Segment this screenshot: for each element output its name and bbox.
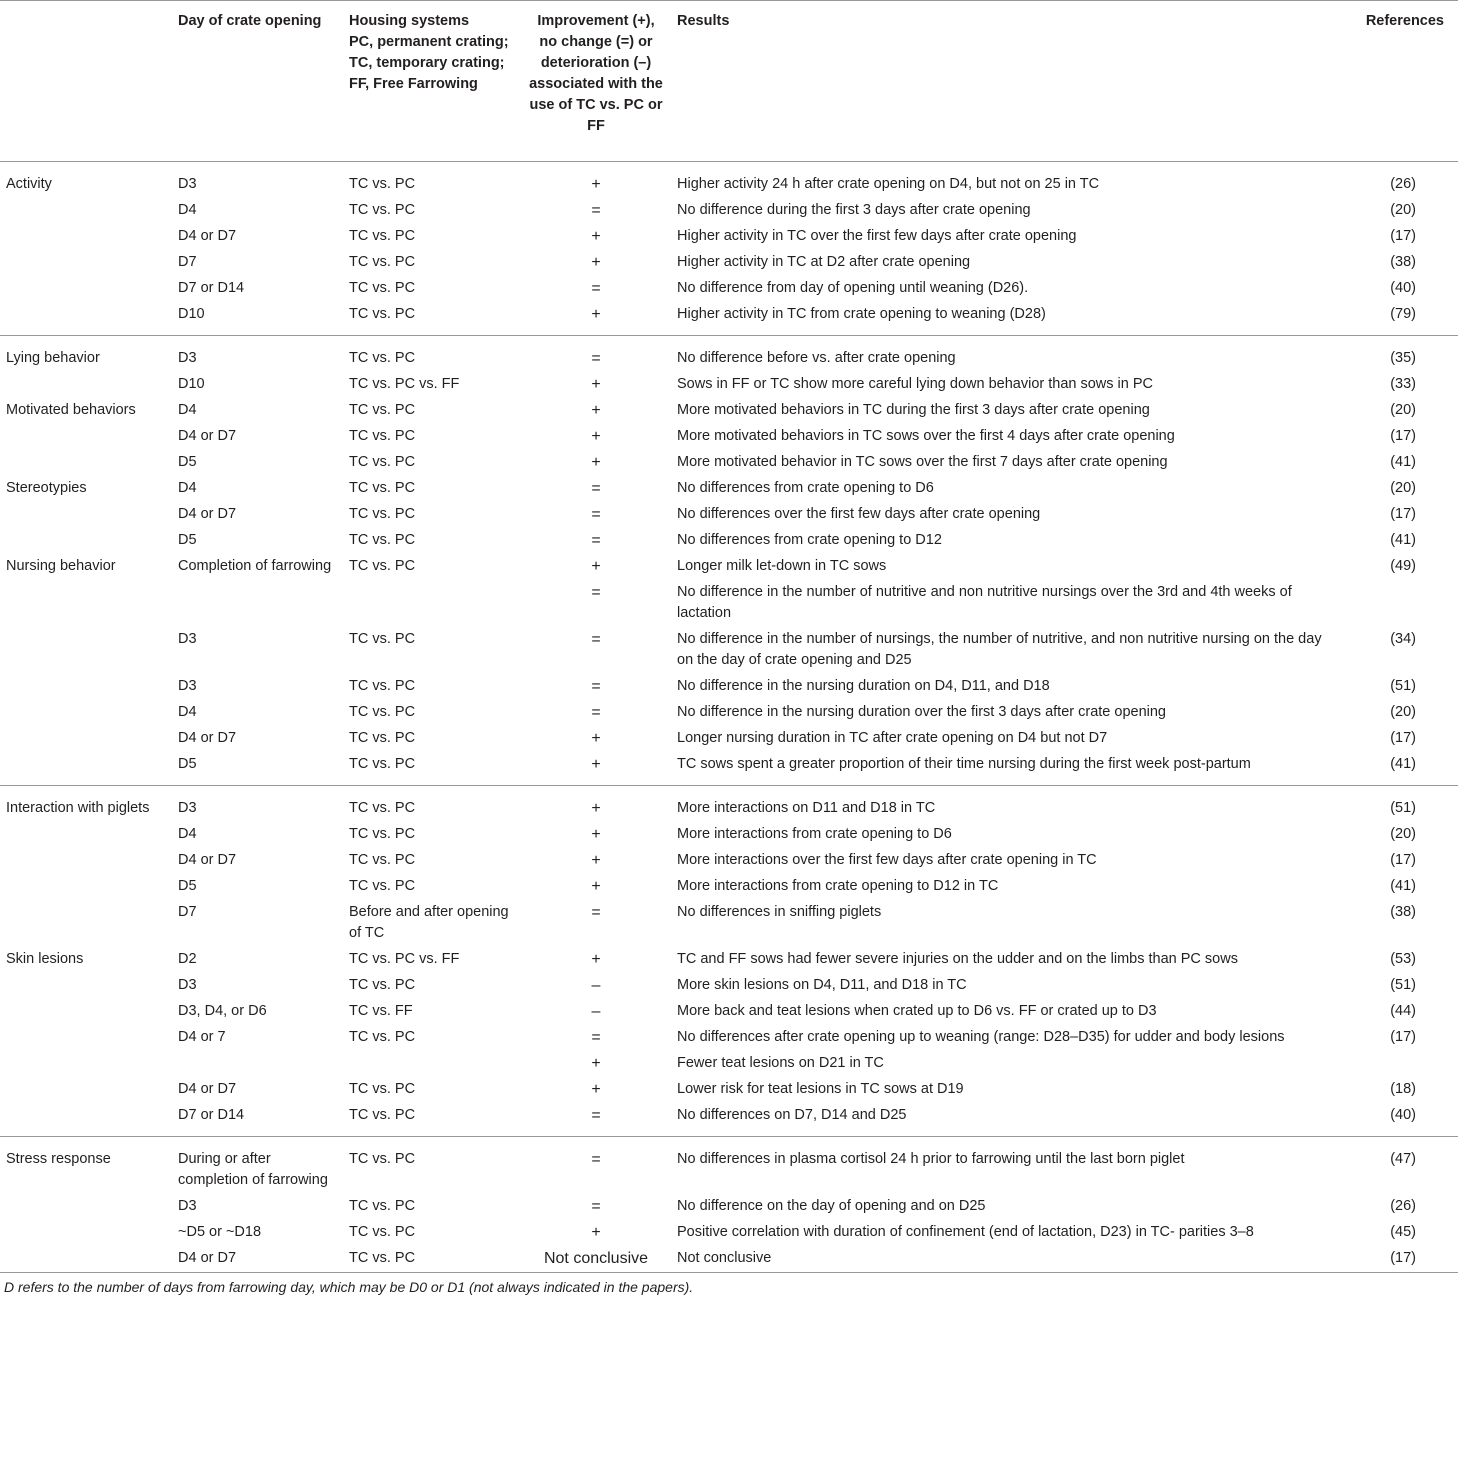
cell-housing: TC vs. PC [349, 730, 416, 746]
cell-day: D5 [178, 532, 197, 548]
table-row [0, 502, 1458, 528]
header-results: Results [671, 1, 1328, 162]
cell-effect: = [591, 280, 601, 297]
cell-day: D3 [172, 786, 343, 822]
cell-effect: – [591, 977, 601, 994]
cell-category [0, 1025, 172, 1051]
cell-result: Higher activity in TC at D2 after crate opening [677, 254, 971, 270]
cell-day: D7 or D14 [178, 280, 245, 296]
cell-category: Stereotypies [6, 480, 87, 496]
table-body [0, 162, 1458, 1273]
cell-reference: (51) [1328, 786, 1458, 822]
cell-housing: TC vs. PC [349, 1224, 416, 1240]
cell-day: D7 [178, 904, 197, 920]
header-housing-title: Housing systems [349, 13, 470, 29]
cell-day: D3 [178, 631, 197, 647]
cell-effect: = [591, 1198, 601, 1215]
cell-day: D4 [178, 402, 197, 418]
table-row [0, 700, 1458, 726]
cell-housing: TC vs. PC [349, 704, 416, 720]
table-row [0, 424, 1458, 450]
cell-day: D3 [178, 977, 197, 993]
cell-housing: TC vs. PC [349, 480, 416, 496]
cell-result: Higher activity in TC over the first few days after crate opening [677, 228, 1077, 244]
cell-effect: + [591, 254, 601, 271]
cell-result: TC sows spent a greater proportion of their time nursing during the first week post-partum [677, 756, 1251, 772]
cell-day [172, 1051, 343, 1077]
cell-day: During or after completion of farrowing [172, 1137, 343, 1194]
table-row [0, 1103, 1458, 1137]
cell-result: More motivated behavior in TC sows over the first 7 days after crate opening [677, 454, 1168, 470]
cell-effect: + [591, 376, 601, 393]
cell-effect: + [591, 402, 601, 419]
cell-category [0, 528, 172, 554]
cell-housing: TC vs. PC [349, 631, 416, 647]
cell-category [0, 1077, 172, 1103]
cell-category [0, 874, 172, 900]
table-row [0, 1051, 1458, 1077]
cell-reference: (17) [1390, 506, 1416, 522]
cell-housing: TC vs. PC [349, 756, 416, 772]
cell-housing: TC vs. PC [349, 228, 416, 244]
cell-reference: (38) [1390, 254, 1416, 270]
table-row [0, 900, 1458, 947]
header-day: Day of crate opening [172, 1, 343, 162]
cell-result: More back and teat lesions when crated up to D6 vs. FF or crated up to D3 [677, 1003, 1157, 1019]
cell-result: Sows in FF or TC show more careful lying down behavior than sows in PC [677, 376, 1154, 392]
cell-result: Positive correlation with duration of confinement (end of lactation, D23) in TC- parities 3–8 [677, 1224, 1254, 1240]
cell-reference: (53) [1390, 951, 1416, 967]
cell-result: More interactions over the first few days after crate opening in TC [677, 852, 1097, 868]
table-row [0, 999, 1458, 1025]
cell-reference: (51) [1390, 977, 1416, 993]
cell-result: More interactions from crate opening to D12 in TC [677, 878, 999, 894]
cell-reference [1328, 1051, 1458, 1077]
cell-housing: Before and after opening of TC [349, 904, 509, 941]
cell-housing: TC vs. PC [349, 1029, 416, 1045]
cell-result: No differences over the first few days after crate opening [677, 506, 1041, 522]
table-row [0, 580, 1458, 627]
cell-effect: + [591, 878, 601, 895]
cell-category [0, 224, 172, 250]
cell-housing: TC vs. PC [349, 532, 416, 548]
cell-effect: = [591, 584, 601, 601]
cell-result: No difference from day of opening until weaning (D26). [677, 280, 1029, 296]
cell-result: Not conclusive [671, 1246, 1328, 1273]
cell-reference: (34) [1390, 631, 1416, 647]
cell-reference: (17) [1390, 1029, 1416, 1045]
cell-reference: (35) [1328, 336, 1458, 372]
cell-housing: TC vs. PC [343, 786, 521, 822]
cell-category [0, 1051, 172, 1077]
cell-effect: + [591, 176, 601, 193]
cell-effect: + [591, 730, 601, 747]
table-row [0, 1137, 1458, 1194]
table-row [0, 276, 1458, 302]
table-row [0, 336, 1458, 372]
header-row [0, 1, 1458, 162]
cell-category [0, 1246, 172, 1273]
cell-result: No differences from crate opening to D6 [677, 480, 934, 496]
cell-category: Activity [6, 176, 52, 192]
cell-result: No difference on the day of opening and on D25 [677, 1198, 986, 1214]
cell-result: More motivated behaviors in TC during the first 3 days after crate opening [677, 402, 1150, 418]
cell-category [0, 302, 172, 336]
header-effect: Improvement (+), no change (=) or deterioration (–) associated with the use of TC vs. PC or FF [521, 1, 671, 162]
cell-housing: TC vs. PC [349, 306, 416, 322]
cell-category: Stress response [0, 1137, 172, 1194]
table-row [0, 528, 1458, 554]
cell-day: D3 [172, 336, 343, 372]
cell-reference: (17) [1390, 852, 1416, 868]
cell-category [0, 372, 172, 398]
table-footnote: D refers to the number of days from farrowing day, which may be D0 or D1 (not always indicated in the papers). [4, 1278, 694, 1295]
cell-reference: (17) [1390, 428, 1416, 444]
cell-reference: (20) [1390, 402, 1416, 418]
cell-day: D10 [178, 376, 205, 392]
table-row [0, 1220, 1458, 1246]
cell-result: TC and FF sows had fewer severe injuries on the udder and on the limbs than PC sows [677, 951, 1238, 967]
cell-category [0, 450, 172, 476]
cell-category [0, 1220, 172, 1246]
cell-day: D4 or D7 [178, 228, 237, 244]
cell-housing: TC vs. PC [349, 878, 416, 894]
cell-housing: TC vs. PC [349, 402, 416, 418]
cell-result: No difference in the number of nutritive and non nutritive nursings over the 3rd and 4th weeks of lactation [677, 584, 1292, 621]
cell-category: Nursing behavior [6, 558, 116, 574]
cell-housing: TC vs. PC [349, 678, 416, 694]
cell-day: D4 or D7 [172, 1246, 343, 1273]
cell-effect: = [521, 1137, 671, 1194]
cell-day: D3 [178, 1198, 197, 1214]
table-row [0, 786, 1458, 822]
cell-housing: TC vs. PC [349, 202, 416, 218]
cell-category: Skin lesions [6, 951, 84, 967]
cell-category [0, 627, 172, 674]
cell-housing: TC vs. PC [349, 826, 416, 842]
cell-day: D4 [178, 480, 197, 496]
cell-effect: Not conclusive [521, 1246, 671, 1273]
cell-housing: TC vs. PC [349, 852, 416, 868]
cell-reference: (41) [1390, 756, 1416, 772]
table-row [0, 450, 1458, 476]
cell-day: D10 [178, 306, 205, 322]
cell-effect: + [521, 786, 671, 822]
cell-effect: + [591, 852, 601, 869]
cell-reference: (49) [1390, 558, 1416, 574]
cell-reference: (40) [1390, 280, 1416, 296]
cell-category [0, 752, 172, 786]
table-row [0, 973, 1458, 999]
cell-reference: (17) [1328, 1246, 1458, 1273]
cell-category [0, 822, 172, 848]
cell-effect: = [591, 631, 601, 648]
cell-effect: = [591, 904, 601, 921]
cell-housing: TC vs. PC [343, 1137, 521, 1194]
cell-housing [343, 580, 521, 627]
cell-housing: TC vs. PC [349, 977, 416, 993]
cell-day: ~D5 or ~D18 [178, 1224, 262, 1240]
cell-result: More interactions from crate opening to D6 [677, 826, 952, 842]
cell-effect: + [591, 951, 601, 968]
table-row [0, 1194, 1458, 1220]
cell-effect: = [591, 1107, 601, 1124]
cell-category [0, 1194, 172, 1220]
cell-reference: (20) [1390, 704, 1416, 720]
cell-day [172, 580, 343, 627]
cell-result: No difference in the nursing duration on D4, D11, and D18 [677, 678, 1050, 694]
cell-reference: (20) [1390, 480, 1416, 496]
cell-result: No difference during the first 3 days after crate opening [677, 202, 1031, 218]
cell-category [0, 848, 172, 874]
cell-category [0, 424, 172, 450]
cell-reference: (33) [1390, 376, 1416, 392]
cell-effect: + [591, 756, 601, 773]
cell-category [0, 198, 172, 224]
cell-effect: + [591, 826, 601, 843]
table-row [0, 476, 1458, 502]
cell-reference: (26) [1390, 1198, 1416, 1214]
cell-reference: (45) [1390, 1224, 1416, 1240]
cell-category [0, 1103, 172, 1137]
cell-effect: + [591, 428, 601, 445]
table-row [0, 302, 1458, 336]
cell-effect: = [591, 202, 601, 219]
cell-day: D4 or D7 [178, 852, 237, 868]
cell-day: D3 [178, 176, 197, 192]
cell-reference: (41) [1390, 532, 1416, 548]
cell-reference: (20) [1390, 826, 1416, 842]
cell-reference: (79) [1390, 306, 1416, 322]
table-row [0, 162, 1458, 198]
cell-housing [343, 1051, 521, 1077]
cell-housing: TC vs. FF [349, 1003, 413, 1019]
cell-reference: (44) [1390, 1003, 1416, 1019]
table-row [0, 554, 1458, 580]
cell-housing: TC vs. PC [343, 336, 521, 372]
cell-housing: TC vs. PC [349, 558, 416, 574]
table-row [0, 372, 1458, 398]
table-row [0, 1246, 1458, 1273]
cell-day: D4 [178, 202, 197, 218]
cell-reference: (17) [1390, 730, 1416, 746]
header-references: References [1328, 1, 1458, 162]
cell-result: Higher activity in TC from crate opening to weaning (D28) [677, 306, 1046, 322]
cell-effect: = [591, 506, 601, 523]
table-row [0, 674, 1458, 700]
cell-reference [1328, 580, 1458, 627]
cell-housing: TC vs. PC [343, 1246, 521, 1273]
table-row [0, 250, 1458, 276]
table-row [0, 1077, 1458, 1103]
cell-housing: TC vs. PC [349, 280, 416, 296]
table-row [0, 874, 1458, 900]
cell-reference: (20) [1390, 202, 1416, 218]
cell-result: No difference before vs. after crate opening [671, 336, 1328, 372]
cell-result: More motivated behaviors in TC sows over the first 4 days after crate opening [677, 428, 1175, 444]
cell-result: No differences from crate opening to D12 [677, 532, 942, 548]
cell-day: D5 [178, 756, 197, 772]
header-housing-legend: PC, permanent crating; TC, temporary crating; FF, Free Farrowing [349, 34, 509, 92]
cell-effect: = [591, 704, 601, 721]
cell-day: D4 [178, 704, 197, 720]
cell-reference: (51) [1390, 678, 1416, 694]
cell-effect: – [591, 1003, 601, 1020]
cell-day: D4 or D7 [178, 730, 237, 746]
cell-housing: TC vs. PC vs. FF [349, 376, 460, 392]
cell-category [0, 276, 172, 302]
table-row [0, 752, 1458, 786]
cell-day: D3 [178, 678, 197, 694]
cell-category: Motivated behaviors [6, 402, 136, 418]
cell-result: More interactions on D11 and D18 in TC [671, 786, 1328, 822]
table-row [0, 726, 1458, 752]
table-row [0, 1025, 1458, 1051]
cell-effect: + [591, 306, 601, 323]
cell-category: Lying behavior [0, 336, 172, 372]
cell-day: D4 or 7 [178, 1029, 226, 1045]
cell-category [0, 674, 172, 700]
cell-result: Lower risk for teat lesions in TC sows at D19 [677, 1081, 964, 1097]
cell-day: D4 or D7 [178, 1081, 237, 1097]
cell-day: D4 or D7 [178, 506, 237, 522]
cell-effect: = [591, 480, 601, 497]
cell-housing: TC vs. PC [349, 428, 416, 444]
cell-housing: TC vs. PC [349, 176, 416, 192]
table-row [0, 224, 1458, 250]
cell-result: No differences after crate opening up to weaning (range: D28–D35) for udder and body lesions [677, 1029, 1285, 1045]
cell-result: No differences on D7, D14 and D25 [677, 1107, 907, 1123]
cell-result: No differences in sniffing piglets [677, 904, 882, 920]
table-row [0, 398, 1458, 424]
cell-day: D7 or D14 [178, 1107, 245, 1123]
cell-reference: (18) [1390, 1081, 1416, 1097]
cell-reference: (38) [1390, 904, 1416, 920]
cell-day: D3, D4, or D6 [178, 1003, 267, 1019]
cell-effect: + [591, 228, 601, 245]
cell-day: D7 [178, 254, 197, 270]
cell-reference: (17) [1390, 228, 1416, 244]
cell-housing: TC vs. PC [349, 506, 416, 522]
table-row [0, 627, 1458, 674]
cell-housing: TC vs. PC [349, 254, 416, 270]
cell-result: Longer nursing duration in TC after crate opening on D4 but not D7 [677, 730, 1108, 746]
cell-effect: = [591, 678, 601, 695]
cell-category: Interaction with piglets [0, 786, 172, 822]
cell-housing: TC vs. PC vs. FF [349, 951, 460, 967]
header-housing [343, 1, 521, 162]
cell-result: Higher activity 24 h after crate opening on D4, but not on 25 in TC [677, 176, 1100, 192]
cell-effect: + [591, 1081, 601, 1098]
cell-category [0, 502, 172, 528]
cell-result: Fewer teat lesions on D21 in TC [677, 1055, 884, 1071]
cell-effect: = [521, 336, 671, 372]
cell-category [0, 580, 172, 627]
table-row [0, 198, 1458, 224]
header-category [0, 1, 172, 162]
cell-housing: TC vs. PC [349, 1107, 416, 1123]
cell-effect: + [591, 558, 601, 575]
cell-housing: TC vs. PC [349, 1081, 416, 1097]
cell-effect: + [591, 1224, 601, 1241]
cell-category [0, 250, 172, 276]
cell-reference: (47) [1328, 1137, 1458, 1194]
cell-category [0, 900, 172, 947]
table-row [0, 822, 1458, 848]
cell-effect: = [591, 532, 601, 549]
cell-result: No difference in the number of nursings, the number of nutritive, and non nutritive nursing on the day on the day of crate opening and D25 [677, 631, 1322, 668]
cell-reference: (41) [1390, 454, 1416, 470]
cell-category [0, 999, 172, 1025]
cell-day: D2 [178, 951, 197, 967]
cell-reference: (40) [1390, 1107, 1416, 1123]
cell-day: D4 [178, 826, 197, 842]
cell-housing: TC vs. PC [349, 1198, 416, 1214]
cell-day: D5 [178, 878, 197, 894]
cell-category [0, 700, 172, 726]
cell-category [0, 973, 172, 999]
cell-effect: + [591, 454, 601, 471]
cell-result: No differences in plasma cortisol 24 h prior to farrowing until the last born piglet [671, 1137, 1328, 1194]
cell-result: More skin lesions on D4, D11, and D18 in TC [677, 977, 967, 993]
cell-reference: (41) [1390, 878, 1416, 894]
cell-result: No difference in the nursing duration over the first 3 days after crate opening [677, 704, 1166, 720]
cell-day: D4 or D7 [178, 428, 237, 444]
cell-day: D5 [178, 454, 197, 470]
cell-effect: = [591, 1029, 601, 1046]
cell-housing: TC vs. PC [349, 454, 416, 470]
cell-effect: + [591, 1055, 601, 1072]
cell-reference: (26) [1390, 176, 1416, 192]
cell-category [0, 726, 172, 752]
cell-day: Completion of farrowing [178, 558, 332, 574]
cell-result: Longer milk let-down in TC sows [677, 558, 887, 574]
table-row [0, 947, 1458, 973]
table-row [0, 848, 1458, 874]
